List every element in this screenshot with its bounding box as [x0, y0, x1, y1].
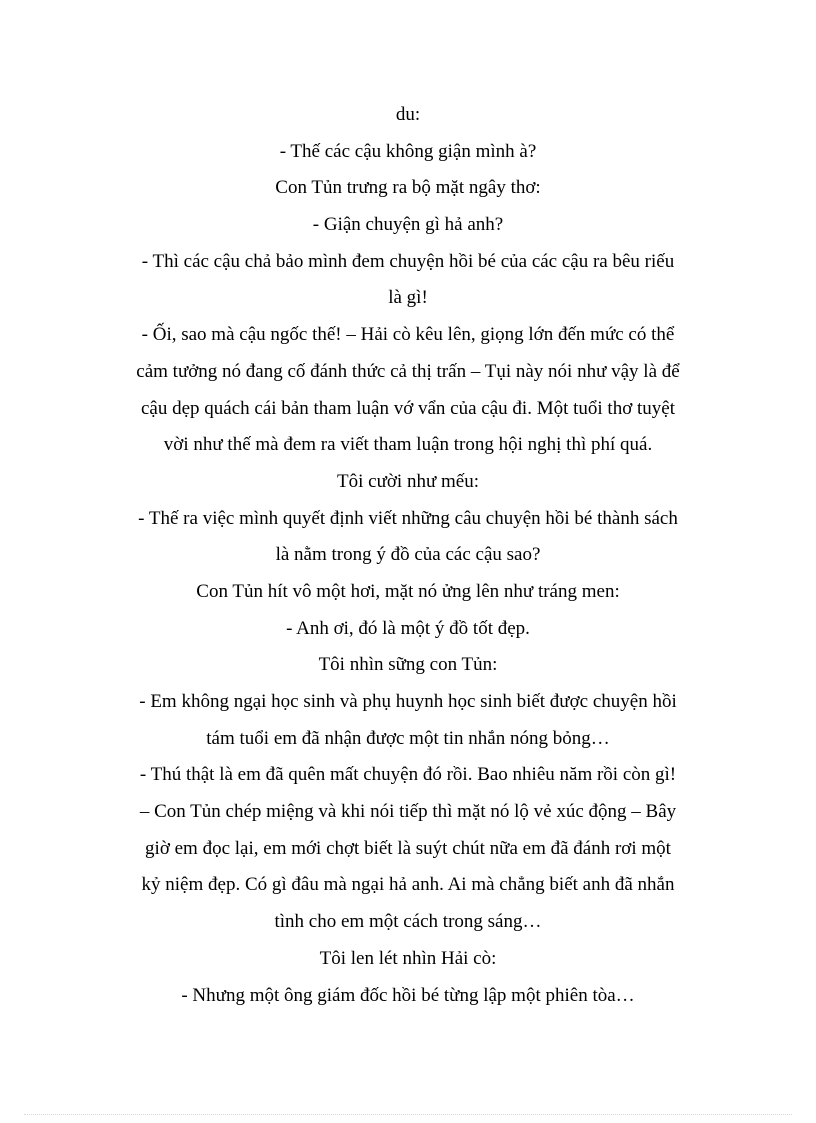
- text-line: tình cho em một cách trong sáng…: [274, 911, 542, 933]
- text-line: Con Tủn trưng ra bộ mặt ngây thơ:: [275, 177, 541, 199]
- text-line: cảm tưởng nó đang cố đánh thức cả thị trấn – Tụi này nói như vậy là để: [136, 360, 680, 382]
- text-line: - Giận chuyện gì hả anh?: [312, 214, 504, 236]
- text-line: - Em không ngại học sinh và phụ huynh học sinh biết được chuyện hồi: [139, 691, 677, 712]
- text-line: Tôi len lét nhìn Hải cò:: [319, 947, 497, 969]
- text-line: Tôi cười như mếu:: [337, 470, 479, 492]
- text-line: - Anh ơi, đó là một ý đồ tốt đẹp.: [286, 617, 530, 639]
- text-line: – Con Tủn chép miệng và khi nói tiếp thì mặt nó lộ vẻ xúc động – Bây: [139, 801, 677, 823]
- text-line: du:: [395, 104, 421, 125]
- text-line: là gì!: [388, 287, 428, 309]
- text-line: vời như thế mà đem ra viết tham luận trong hội nghị thì phí quá.: [163, 434, 653, 456]
- text-line: - Thế ra việc mình quyết định viết những câu chuyện hồi bé thành sách: [138, 507, 678, 529]
- text-line: giờ em đọc lại, em mới chợt biết là suýt chút nữa em đã đánh rơi một: [145, 837, 671, 859]
- text-line: Con Tủn hít vô một hơi, mặt nó ửng lên như tráng men:: [196, 580, 620, 602]
- text-line: kỷ niệm đẹp. Có gì đâu mà ngại hả anh. Ai mà chẳng biết anh đã nhắn: [141, 874, 675, 896]
- text-line: - Thế các cậu không giận mình à?: [279, 140, 537, 162]
- text-line: - Thú thật là em đã quên mất chuyện đó rồi. Bao nhiêu năm rồi còn gì!: [139, 764, 677, 786]
- text-line: Tôi nhìn sững con Tủn:: [318, 654, 498, 676]
- text-line: là nằm trong ý đồ của các cậu sao?: [275, 544, 541, 566]
- page-bottom-border: [24, 1114, 792, 1115]
- text-line: cậu dẹp quách cái bản tham luận vớ vẩn của cậu đi. Một tuổi thơ tuyệt: [141, 397, 675, 419]
- text-line: tám tuổi em đã nhận được một tin nhắn nóng bỏng…: [206, 727, 610, 749]
- text-line: - Ối, sao mà cậu ngốc thế! – Hải cò kêu lên, giọng lớn đến mức có thể: [141, 324, 675, 346]
- body-text: [110, 97, 706, 1014]
- text-line: - Nhưng một ông giám đốc hồi bé từng lập một phiên tòa…: [181, 984, 635, 1006]
- text-line: - Thì các cậu chả bảo mình đem chuyện hồi bé của các cậu ra bêu riếu: [141, 250, 675, 272]
